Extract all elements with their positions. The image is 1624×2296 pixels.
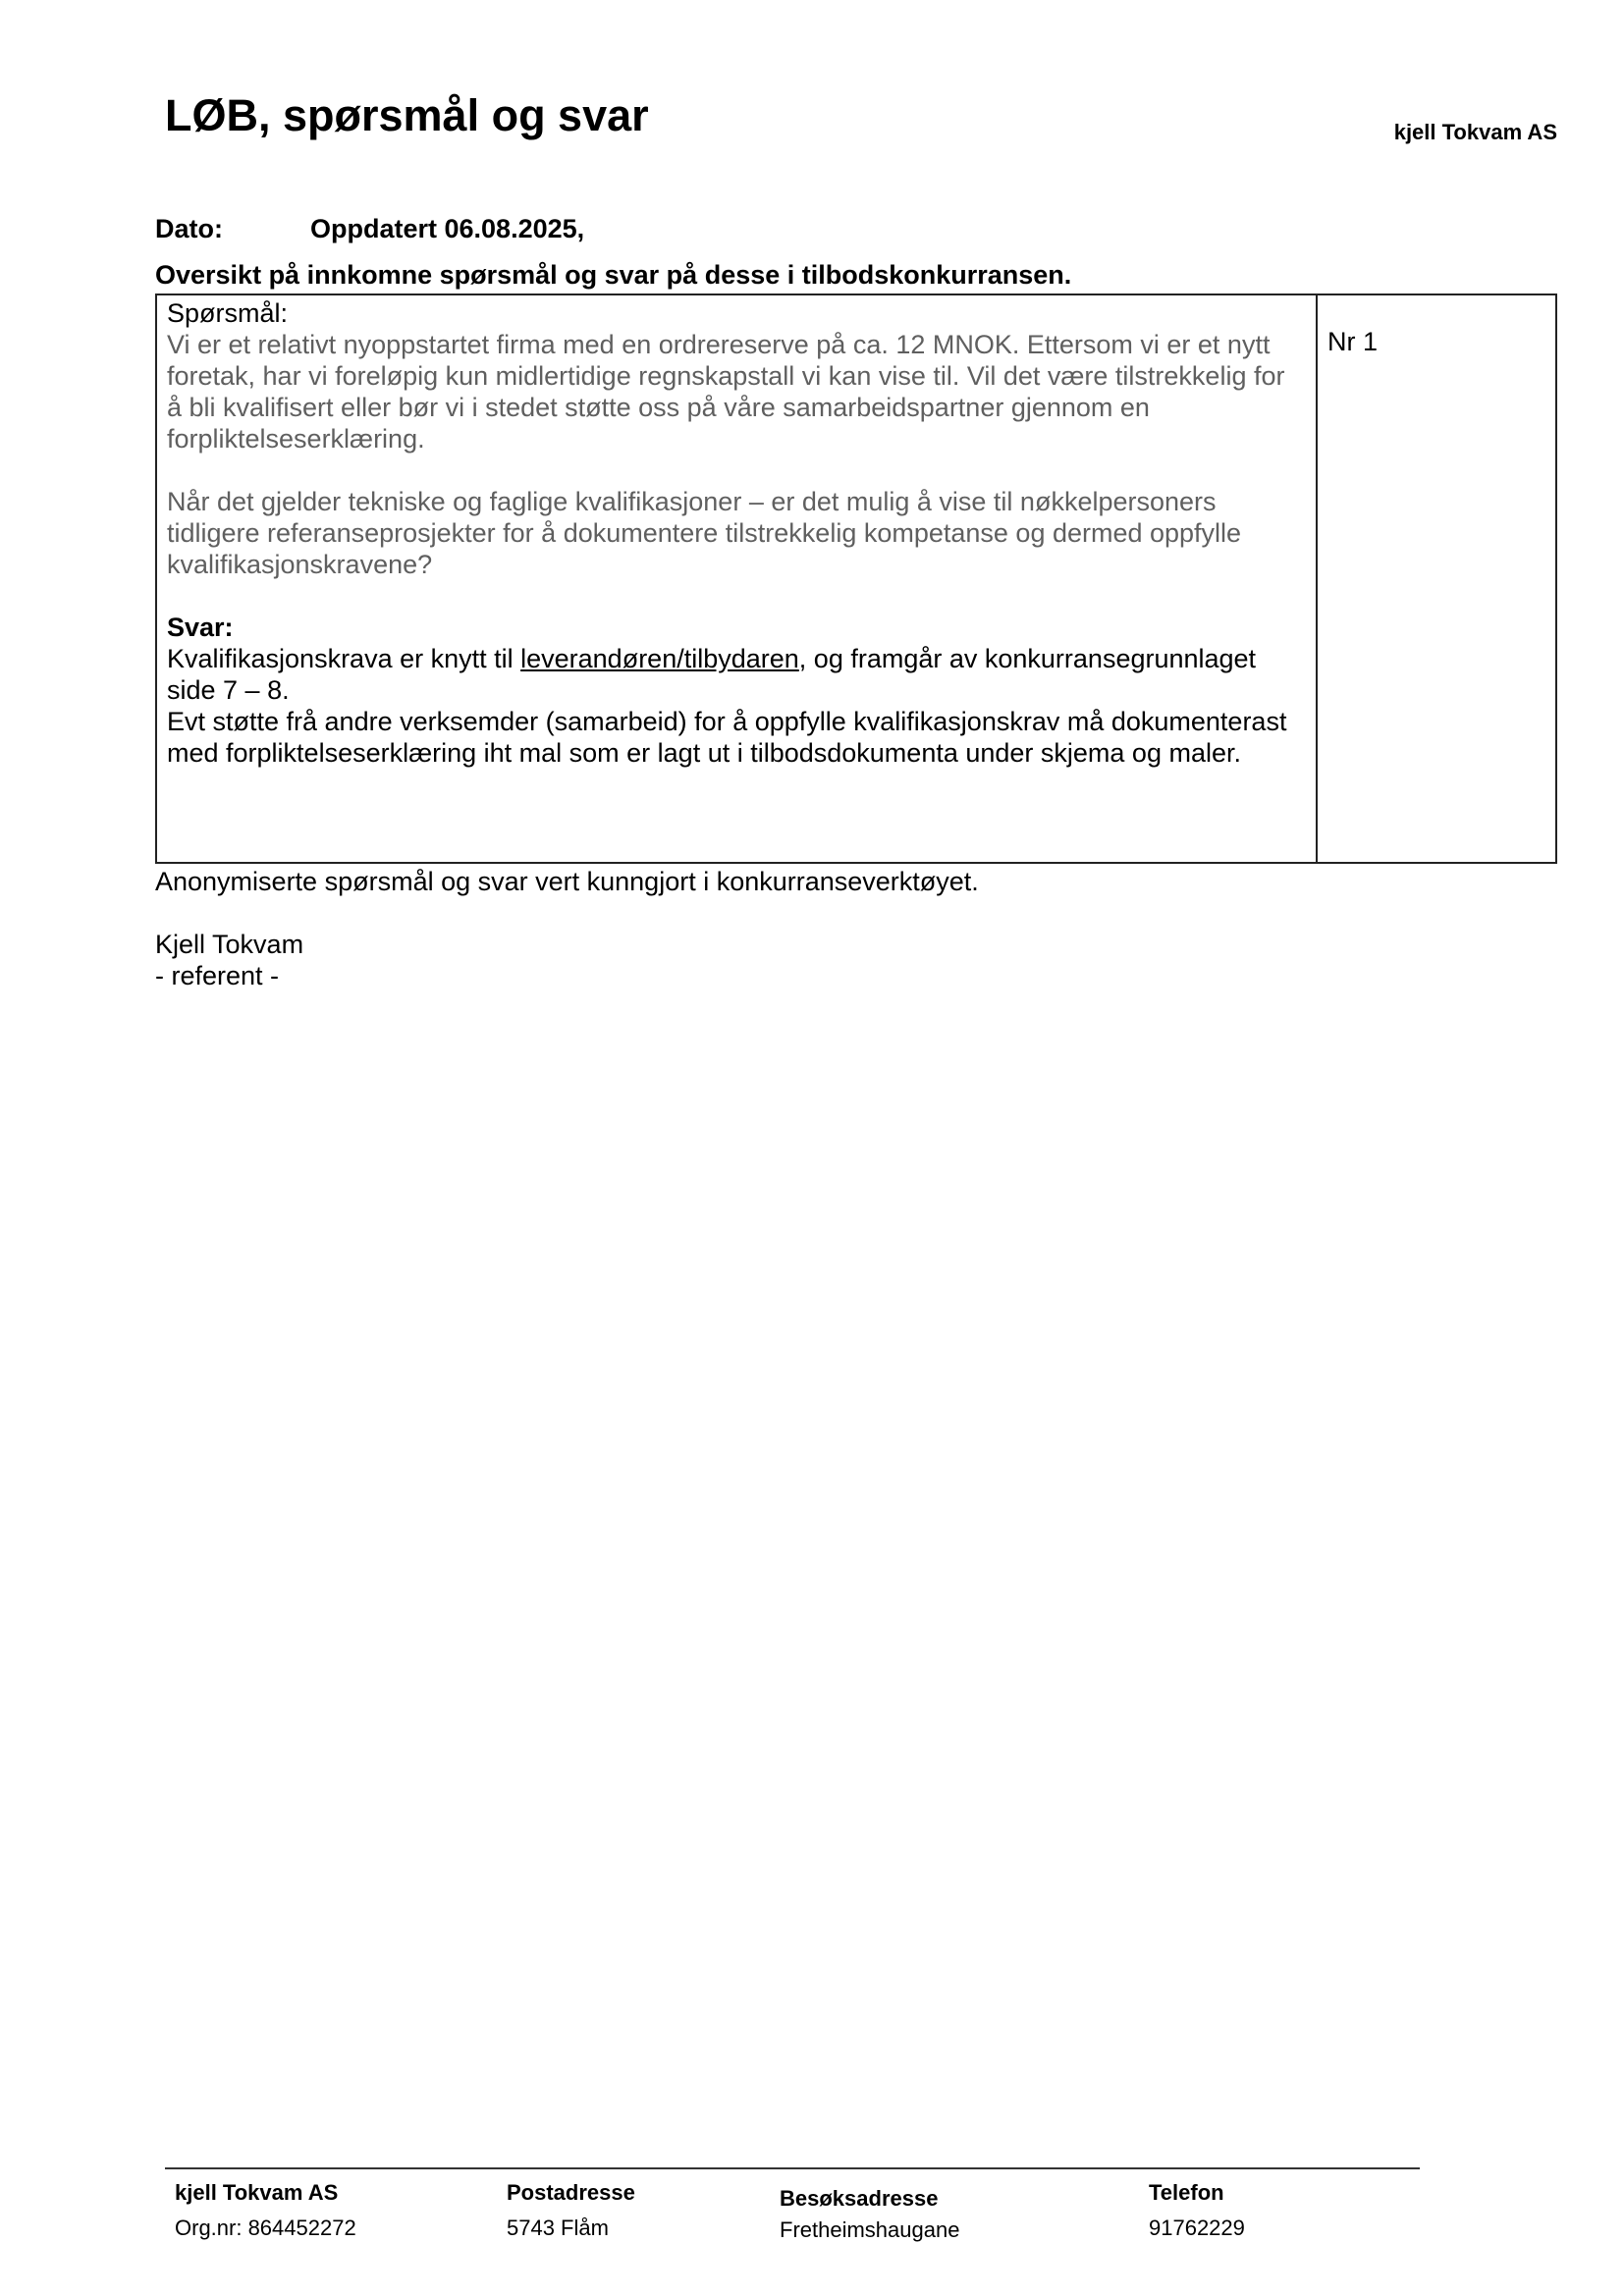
footer-phone [1149, 2175, 1245, 2246]
date-label: Dato: [155, 214, 223, 243]
qa-table [155, 294, 1557, 864]
company-name-header: kjell Tokvam AS [1393, 120, 1557, 144]
signature-block [155, 929, 303, 991]
footer-visit-value: Fretheimshaugane [780, 2217, 960, 2242]
footer-divider [165, 2167, 1420, 2169]
footer-post-value: 5743 Flåm [507, 2216, 609, 2240]
footer-company-name: kjell Tokvam AS [175, 2180, 339, 2205]
qa-number-cell [1318, 295, 1555, 862]
answer-prefix: Kvalifikasjonskrava er knytt til [167, 644, 521, 673]
answer-suffix: , og framgår av konkurransegrunnlaget side 7 – 8. [167, 644, 1257, 705]
footer-visit-label: Besøksadresse [780, 2186, 939, 2211]
footer-visit [780, 2181, 959, 2248]
question-paragraph-1: Vi er et relativt nyoppstartet firma med en ordrereserve på ca. 12 MNOK. Ettersom vi er et nytt foretak, har vi foreløpig kun midlertidige regnskapstall vi kan vise til. Vil det være tilstrekkelig for å bli kvalifisert eller bør vi i stedet støtte oss på våre samarbeidspartner gjennom en forpliktelseserklæring. [167, 330, 1285, 454]
question-number: Nr 1 [1327, 327, 1379, 356]
answer-paragraph-2: Evt støtte frå andre verksemder (samarbeid) for å oppfylle kvalifikasjonskrav må dokumenterast med forpliktelseserklæring iht mal som er lagt ut i tilbodsdokumenta under skjema og maler. [167, 707, 1287, 768]
answer-underlined-term: leverandøren/tilbydaren [520, 644, 799, 673]
page-title: LØB, spørsmål og svar [165, 90, 649, 140]
footer-postal [507, 2175, 635, 2246]
publication-note: Anonymiserte spørsmål og svar vert kunngjort i konkurranseverktøyet. [155, 867, 979, 896]
answer-paragraph-1 [167, 643, 1306, 706]
qa-content-cell [157, 295, 1318, 862]
footer-org-nr: Org.nr: 864452272 [175, 2216, 356, 2240]
footer-phone-value: 91762229 [1149, 2216, 1245, 2240]
date-value: Oppdatert 06.08.2025, [310, 214, 585, 243]
footer-company [175, 2175, 356, 2246]
footer-phone-label: Telefon [1149, 2180, 1224, 2205]
question-paragraph-2: Når det gjelder tekniske og faglige kvalifikasjoner – er det mulig å vise til nøkkelpersoners tidligere referanseprosjekter for å dokumentere tilstrekkelig kompetanse og dermed oppfylle kvalifikasjonskravene? [167, 487, 1242, 579]
signature-name: Kjell Tokvam [155, 930, 304, 959]
question-label: Spørsmål: [167, 298, 289, 328]
answer-label: Svar: [167, 613, 234, 642]
overview-heading: Oversikt på innkomne spørsmål og svar på desse i tilbodskonkurransen. [155, 260, 1072, 290]
footer-post-label: Postadresse [507, 2180, 635, 2205]
signature-role: - referent - [155, 961, 280, 990]
